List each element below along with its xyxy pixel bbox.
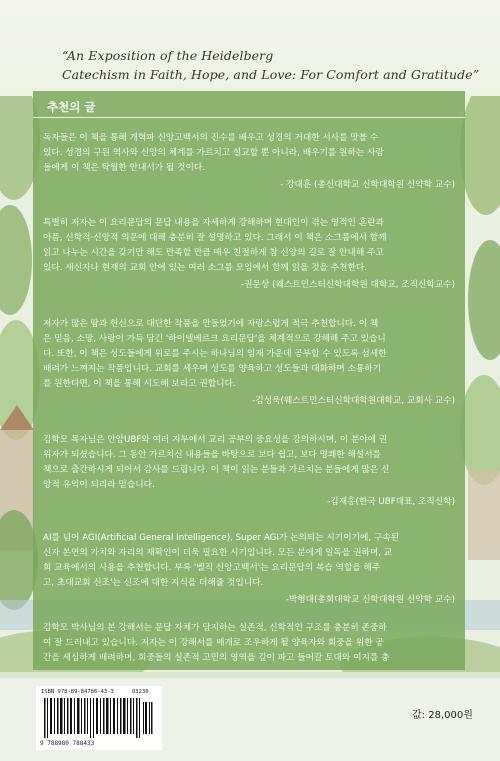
rec-line: 배려가 느껴지는 작품입니다. 교회를 세우며 성도를 양육하고 성도들과 대화하며 소통하기 xyxy=(43,364,382,374)
rec-line: 아픔, 신학적·신앙적 의문에 대해 충분히 잘 설명하고 있다. 그래서 이 책은 소그룹에서 함께 xyxy=(43,233,387,243)
rec-line: 신자 본연의 가치와 자리의 재확인이 더욱 필요한 시기입니다. 모든 분에게 일독을 권하며, 교 xyxy=(43,548,393,558)
recommendation-2 xyxy=(43,216,455,293)
rec-line: 은 믿음, 소망, 사랑이 가득 담긴 '하이델베르크 요리문답'을 체계적으로 강해해 주고 있습니 xyxy=(43,334,386,344)
isbn-number: ISBN 978-89-84786-43-3 xyxy=(41,689,114,695)
rec-line: 다. 또한, 이 책은 성도들에게 위로를 주시는 하나님의 임재 가운데 공부할 수 있도록 섬세한 xyxy=(43,349,387,359)
rec-line: 고, 초대교회 신조'는 신조에 대한 지식을 더해줄 것입니다. xyxy=(43,578,264,588)
rec-line: 김학모 목자님은 안암UBF와 여러 지부에서 교리 공부의 중요성을 강의하시며, 이 분야에 권 xyxy=(43,435,388,445)
rec-signature: -박형대(총회대학교 신학대학원 신약학 교수) xyxy=(285,595,455,605)
isbn-barcode xyxy=(36,686,162,750)
barcode-digits: 9 788980 788433 xyxy=(40,740,95,747)
recommendation-1 xyxy=(43,131,455,193)
rec-signature: - 강대훈 (총신대학교 신학대학원 신약학 교수) xyxy=(280,180,455,190)
english-title-line-1: “An Exposition of the Heidelberg xyxy=(62,48,274,63)
rec-line: 책으로 출간하시게 되어서 감사를 드립니다. 이 책이 읽는 분들과 가르치는 분들에게 많은 신 xyxy=(43,465,390,475)
rec-line: AI를 넘어 AGI(Artificial General Intelligence), Super AGI가 논의되는 시기이기에, 구속된 xyxy=(43,533,400,543)
rec-signature: -김성욱(웨스트민스터신학대학원대학교, 교회사 교수) xyxy=(252,396,455,406)
recommendation-panel xyxy=(33,91,465,670)
rec-line: 회 교육에서의 사용을 추천합니다. 부록 '벨직 신앙고백서'는 요리문답의 복습 역할을 해주 xyxy=(43,563,381,573)
rec-line: 를 원한다면, 이 책을 통해 시도해 보라고 권합니다. xyxy=(43,379,236,389)
recommendation-6 xyxy=(43,621,455,666)
rec-signature: -김재홍(한국 UBF대표, 조직신학) xyxy=(327,497,455,507)
isbn-addon: 03230 xyxy=(132,689,149,695)
rec-signature: -권문상 (웨스트민스터신학대학원 대학교, 조직신학교수) xyxy=(241,280,455,290)
panel-heading: 추천의 글 xyxy=(47,100,96,114)
price-label: 값: 28,000원 xyxy=(412,710,473,721)
rec-line: 여 잘 드러내고 있습니다. 저자는 이 강해서를 매개로 조우하게 될 양육자와 회중을 위한 공 xyxy=(43,638,384,648)
recommendation-5 xyxy=(43,531,455,608)
rec-line: 특별히 저자는 이 요리문답의 문답 내용을 자세하게 강해하며 현대인이 겪는 영적인 혼란과 xyxy=(43,218,384,228)
rec-line: 앙적 유익이 되리라 믿습니다. xyxy=(43,480,155,490)
rec-line: 독자들은 이 책을 통해 개혁파 신앙고백서의 진수를 배우고 성경의 거대한 서사를 맛볼 수 xyxy=(43,133,379,143)
rec-line: 간을 세심하게 배려하며, 회중들의 실존적 고민의 영역을 깊이 파고 들어갈 토대와 여지를 충 xyxy=(43,653,390,663)
rec-line: 들에게 이 책은 탁월한 안내서가 될 것이다. xyxy=(43,163,205,173)
english-title-line-2: Catechism in Faith, Hope, and Love: For Comfort and Gratitude” xyxy=(62,67,480,82)
rec-line: 있다. 새신자나 현재의 교회 안에 있는 여러 소그룹 모임에서 함께 읽을 것을 추천한다. xyxy=(43,263,367,273)
barcode-bars xyxy=(44,698,154,738)
recommendation-3 xyxy=(43,317,455,409)
rec-line: 있다. 성경의 구원 역사와 신앙의 체계를 가르치고 설교할 뿐 아니라, 배우기를 원하는 사람 xyxy=(43,148,384,158)
rec-line: 김학모 박사님의 본 강해서는 문답 자체가 담지하는 실존적, 신학적인 구조를 충분히 존중하 xyxy=(43,623,387,633)
rec-line: 저자가 많은 땀과 헌신으로 대단한 작품을 만들었기에 자랑스럽게 적극 추천합니다. 이 책 xyxy=(43,319,379,329)
heading-divider xyxy=(33,117,465,118)
rec-line: 위자가 되셨습니다. 그 동안 가르치신 내용들을 바탕으로 보다 쉽고, 보다 명쾌한 해설서를 xyxy=(43,450,382,460)
recommendation-4 xyxy=(43,433,455,510)
rec-line: 읽고 나누는 시간을 갖기만 해도 만족할 만큼 매우 친절하게 참 신앙의 길로 잘 안내해 주고 xyxy=(43,248,384,258)
